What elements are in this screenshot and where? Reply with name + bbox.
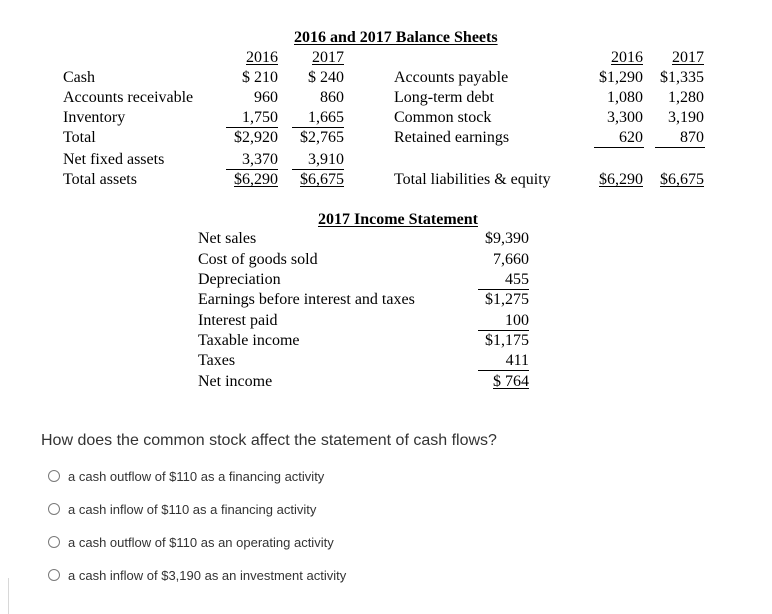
answer-option-label: a cash outflow of $110 as a financing activity [68, 468, 325, 484]
panel-edge [0, 578, 9, 614]
answer-option[interactable] [48, 533, 334, 551]
income-value: $9,390 [485, 230, 529, 247]
answer-option-label: a cash outflow of $110 as an operating activity [68, 534, 334, 550]
asset-value-2017: 3,910 [308, 151, 344, 168]
subtotal-rule [655, 147, 705, 148]
asset-value-2016: 1,750 [242, 109, 278, 126]
liability-label: Total liabilities & equity [394, 171, 551, 188]
asset-label: Total assets [63, 171, 137, 188]
subtotal-rule [594, 147, 644, 148]
assets-header-2016: 2016 [246, 49, 278, 66]
asset-value-2017: $2,765 [300, 129, 344, 146]
income-value: $ 764 [493, 373, 529, 390]
liability-value-2017: $6,675 [660, 171, 704, 188]
liability-label: Long-term debt [394, 89, 494, 106]
income-value: $1,175 [485, 332, 529, 349]
liability-value-2017: 1,280 [668, 89, 704, 106]
liability-value-2017: 870 [680, 129, 704, 146]
liability-value-2016: $1,290 [599, 69, 643, 86]
radio-button[interactable] [48, 536, 60, 548]
liability-value-2016: 620 [619, 129, 643, 146]
income-value: 100 [505, 312, 529, 329]
income-label: Earnings before interest and taxes [198, 291, 415, 308]
liability-label: Retained earnings [394, 129, 510, 146]
income-value: $1,275 [485, 291, 529, 308]
liabilities-header-2017: 2017 [672, 49, 704, 66]
asset-value-2017: $6,675 [300, 171, 344, 188]
income-statement-title: 2017 Income Statement [318, 211, 478, 228]
subtotal-rule [478, 370, 529, 371]
asset-value-2016: $6,290 [234, 171, 278, 188]
liability-value-2016: 1,080 [607, 89, 643, 106]
asset-label: Total [63, 129, 96, 146]
income-label: Depreciation [198, 271, 281, 288]
assets-header-2017: 2017 [312, 49, 344, 66]
liability-value-2017: 3,190 [668, 109, 704, 126]
income-label: Net income [198, 373, 273, 390]
income-label: Interest paid [198, 312, 278, 329]
income-value: 455 [505, 271, 529, 288]
asset-label: Cash [63, 69, 95, 86]
asset-label: Accounts receivable [63, 89, 194, 106]
question-text: How does the common stock affect the statement of cash flows? [41, 432, 497, 449]
liability-value-2016: 3,300 [607, 109, 643, 126]
asset-value-2016: 3,370 [242, 151, 278, 168]
asset-value-2016: $ 210 [242, 69, 278, 86]
radio-button[interactable] [48, 470, 60, 482]
income-label: Cost of goods sold [198, 251, 318, 268]
income-label: Taxable income [198, 332, 300, 349]
liabilities-header-2016: 2016 [611, 49, 643, 66]
answer-option-label: a cash inflow of $3,190 as an investment activity [68, 567, 347, 583]
balance-sheet-title: 2016 and 2017 Balance Sheets [294, 29, 498, 46]
answer-option[interactable] [48, 467, 324, 485]
radio-button[interactable] [48, 569, 60, 581]
liability-label: Accounts payable [394, 69, 509, 86]
asset-label: Net fixed assets [63, 151, 165, 168]
asset-value-2017: 1,665 [308, 109, 344, 126]
income-label: Taxes [198, 352, 236, 369]
answer-option[interactable] [48, 566, 346, 584]
liability-label: Common stock [394, 109, 492, 126]
liability-value-2017: $1,335 [660, 69, 704, 86]
income-value: 411 [505, 352, 529, 369]
asset-value-2016: $2,920 [234, 129, 278, 146]
asset-value-2016: 960 [254, 89, 278, 106]
asset-label: Inventory [63, 109, 126, 126]
asset-value-2017: 860 [320, 89, 344, 106]
answer-option-label: a cash inflow of $110 as a financing activity [68, 501, 317, 517]
answer-option[interactable] [48, 500, 316, 518]
asset-value-2017: $ 240 [308, 69, 344, 86]
radio-button[interactable] [48, 503, 60, 515]
income-label: Net sales [198, 230, 257, 247]
income-value: 7,660 [493, 251, 529, 268]
liability-value-2016: $6,290 [599, 171, 643, 188]
